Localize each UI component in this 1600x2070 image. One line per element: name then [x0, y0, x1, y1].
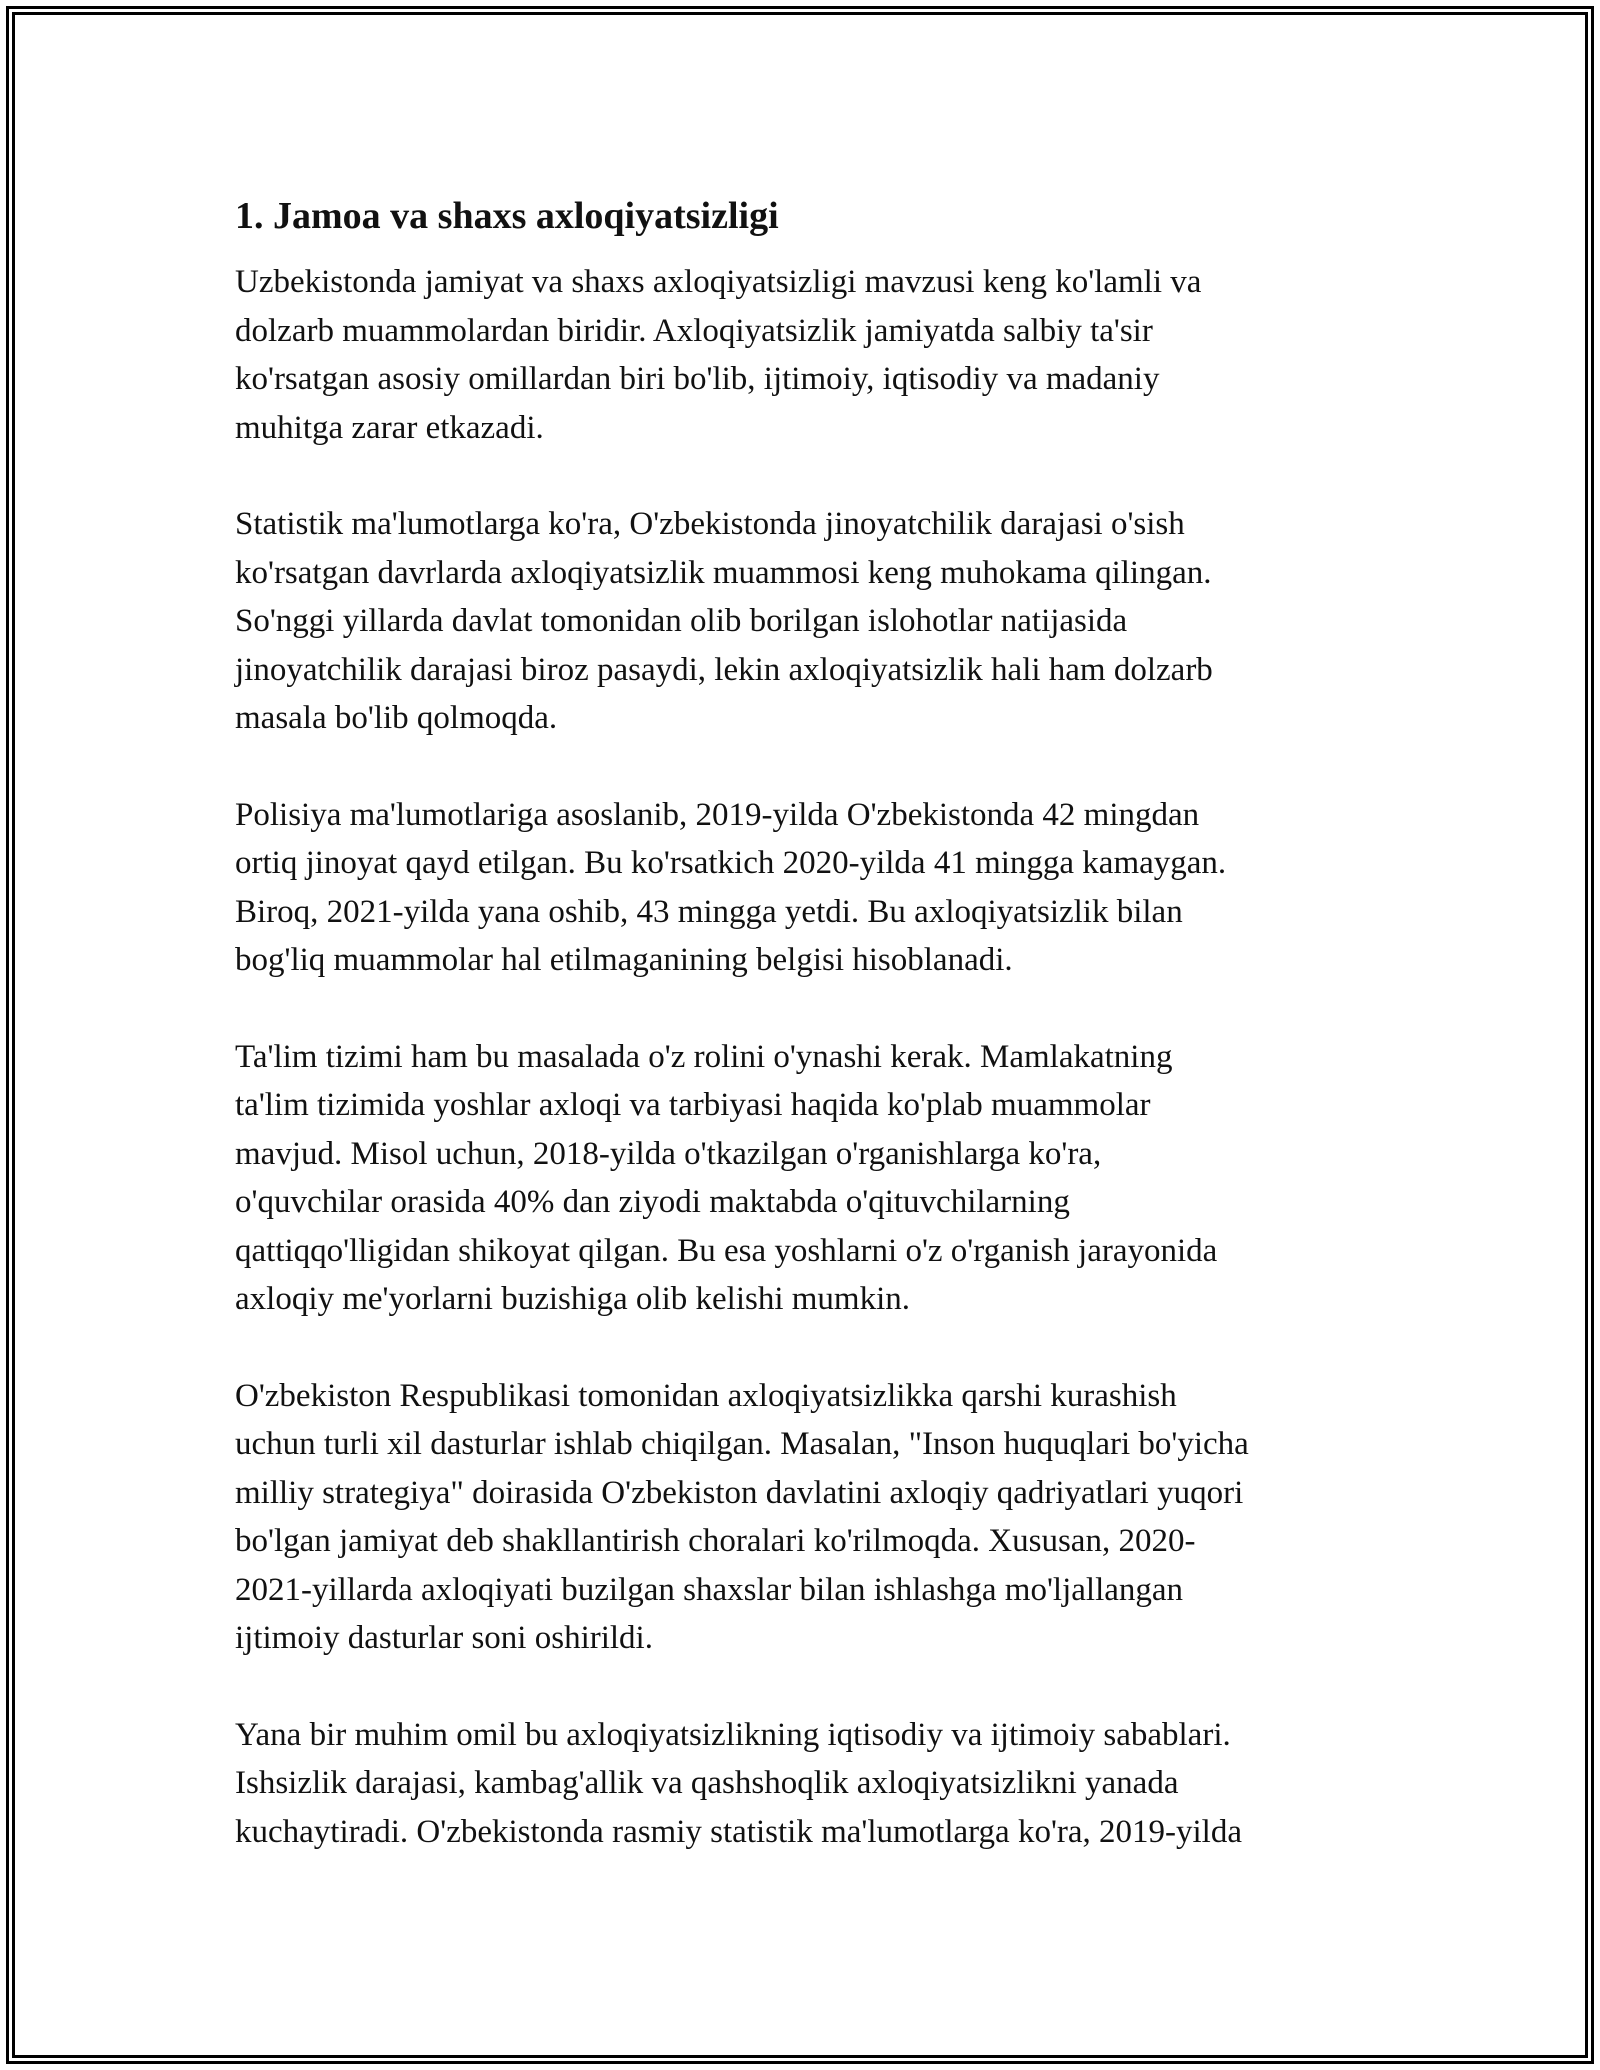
- text-line: muhitga zarar etkazadi.: [235, 409, 544, 446]
- text-line: bo'lgan jamiyat deb shakllantirish choralari ko'rilmoqda. Xususan, 2020-: [235, 1523, 1196, 1559]
- text-line: ortiq jinoyat qayd etilgan. Bu ko'rsatkich 2020-yilda 41 mingga kamaygan.: [235, 845, 1227, 881]
- text-line: o'quvchilar orasida 40% dan ziyodi maktabda o'qituvchilarning: [235, 1184, 1070, 1220]
- text-line: ijtimoiy dasturlar soni oshirildi.: [235, 1620, 653, 1656]
- text-line: O'zbekiston Respublikasi tomonidan axloqiyatsizlikka qarshi kurashish: [235, 1377, 1177, 1414]
- paragraph-2: [235, 500, 1385, 743]
- text-line: jinoyatchilik darajasi biroz pasaydi, lekin axloqiyatsizlik hali ham dolzarb: [235, 651, 1213, 688]
- text-line: Ishsizlik darajasi, kambag'allik va qashshoqlik axloqiyatsizlikni yanada: [235, 1765, 1179, 1801]
- paragraph-4: [235, 1033, 1385, 1324]
- text-line: Ta'lim tizimi ham bu masalada o'z rolini o'ynashi kerak. Mamlakatning: [235, 1038, 1173, 1075]
- text-line: milliy strategiya" doirasida O'zbekiston davlatini axloqiy qadriyatlari yuqori: [235, 1474, 1244, 1511]
- text-line: mavjud. Misol uchun, 2018-yilda o'tkazilgan o'rganishlarga ko'ra,: [235, 1135, 1102, 1172]
- text-line: dolzarb muammolardan biridir. Axloqiyatsizlik jamiyatda salbiy ta'sir: [235, 312, 1153, 349]
- text-line: So'nggi yillarda davlat tomonidan olib borilgan islohotlar natijasida: [235, 603, 1128, 639]
- text-line: masala bo'lib qolmoqda.: [235, 700, 558, 736]
- paragraph-3: [235, 791, 1385, 985]
- text-line: kuchaytiradi. O'zbekistonda rasmiy statistik ma'lumotlarga ko'ra, 2019-yilda: [235, 1813, 1242, 1850]
- text-line: axloqiy me'yorlarni buzishiga olib kelishi mumkin.: [235, 1281, 911, 1317]
- paragraph-6: [235, 1711, 1385, 1857]
- paragraph-1: [235, 258, 1385, 452]
- text-line: bog'liq muammolar hal etilmaganining belgisi hisoblanadi.: [235, 942, 1013, 978]
- section-heading: 1. Jamoa va shaxs axloqiyatsizligi: [235, 195, 779, 237]
- text-line: Statistik ma'lumotlarga ko'ra, O'zbekistonda jinoyatchilik darajasi o'sish: [235, 506, 1185, 542]
- text-line: qattiqqo'lligidan shikoyat qilgan. Bu esa yoshlarni o'z o'rganish jarayonida: [235, 1232, 1218, 1269]
- text-line: ta'lim tizimida yoshlar axloqi va tarbiyasi haqida ko'plab muammolar: [235, 1087, 1151, 1123]
- text-line: 2021-yillarda axloqiyati buzilgan shaxslar bilan ishlashga mo'ljallangan: [235, 1571, 1184, 1608]
- document-body: [235, 188, 1385, 1904]
- text-line: uchun turli xil dasturlar ishlab chiqilgan. Masalan, "Inson huquqlari bo'yicha: [235, 1426, 1249, 1462]
- text-line: Biroq, 2021-yilda yana oshib, 43 mingga yetdi. Bu axloqiyatsizlik bilan: [235, 893, 1183, 930]
- text-line: Uzbekistonda jamiyat va shaxs axloqiyatsizligi mavzusi keng ko'lamli va: [235, 264, 1202, 300]
- paragraph-5: [235, 1372, 1385, 1663]
- text-line: ko'rsatgan asosiy omillardan biri bo'lib, ijtimoiy, iqtisodiy va madaniy: [235, 361, 1160, 397]
- text-line: Polisiya ma'lumotlariga asoslanib, 2019-yilda O'zbekistonda 42 mingdan: [235, 796, 1200, 833]
- text-line: Yana bir muhim omil bu axloqiyatsizlikning iqtisodiy va ijtimoiy sabablari.: [235, 1716, 1231, 1753]
- text-line: ko'rsatgan davrlarda axloqiyatsizlik muammosi keng muhokama qilingan.: [235, 554, 1212, 591]
